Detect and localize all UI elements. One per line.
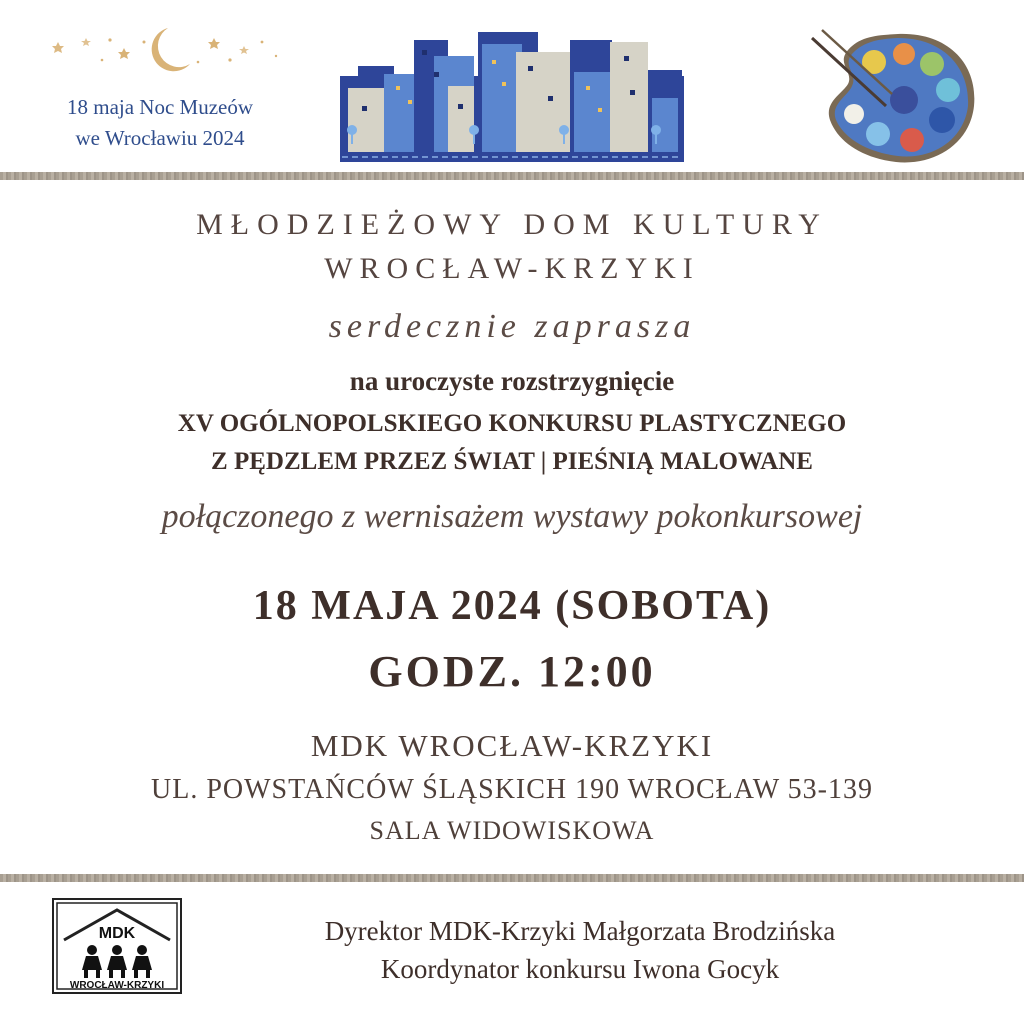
event-time: GODZ. 12:00	[368, 647, 656, 696]
invitation-text: serdecznie zaprasza	[328, 308, 696, 345]
paint-palette-illustration	[808, 24, 980, 172]
moon-and-stars-icon	[30, 20, 290, 90]
ceremony-text: na uroczyste rozstrzygnięcie	[349, 366, 675, 396]
logo-top-text: MDK	[98, 925, 136, 942]
contest-title: XV OGÓLNOPOLSKIEGO KONKURSU PLASTYCZNEGO	[177, 410, 847, 437]
event-badge-line1: 18 maja Noc Muzeów	[66, 95, 254, 119]
organizer-name-line2: WROCŁAW-KRZYKI	[324, 252, 700, 285]
contest-subtitle: Z PĘDZLEM PRZEZ ŚWIAT | PIEŚNIĄ MALOWANE	[211, 448, 813, 475]
venue-address: UL. POWSTAŃCÓW ŚLĄSKICH 190 WROCŁAW 53-139	[151, 774, 873, 805]
event-badge	[30, 92, 290, 154]
coordinator-credit: Koordynator konkursu Iwona Gocyk	[380, 954, 780, 984]
venue-name: MDK WROCŁAW-KRZYKI	[310, 728, 714, 763]
event-date: 18 MAJA 2024 (SOBOTA)	[252, 583, 772, 629]
organizer-name-line1: MŁODZIEŻOWY DOM KULTURY	[196, 208, 828, 241]
exhibition-text: połączonego z wernisażem wystawy pokonkursowej	[161, 498, 863, 535]
mdk-logo	[52, 898, 182, 994]
footer-credits	[230, 912, 930, 988]
venue-room: SALA WIDOWISKOWA	[369, 816, 655, 845]
top-divider	[0, 172, 1024, 180]
director-credit: Dyrektor MDK-Krzyki Małgorzata Brodzińska	[324, 916, 836, 946]
event-badge-line2: we Wrocławiu 2024	[75, 126, 245, 150]
logo-bottom-text: WROCŁAW-KRZYKI	[69, 980, 165, 991]
city-skyline-illustration	[338, 26, 688, 166]
bottom-divider	[0, 874, 1024, 882]
